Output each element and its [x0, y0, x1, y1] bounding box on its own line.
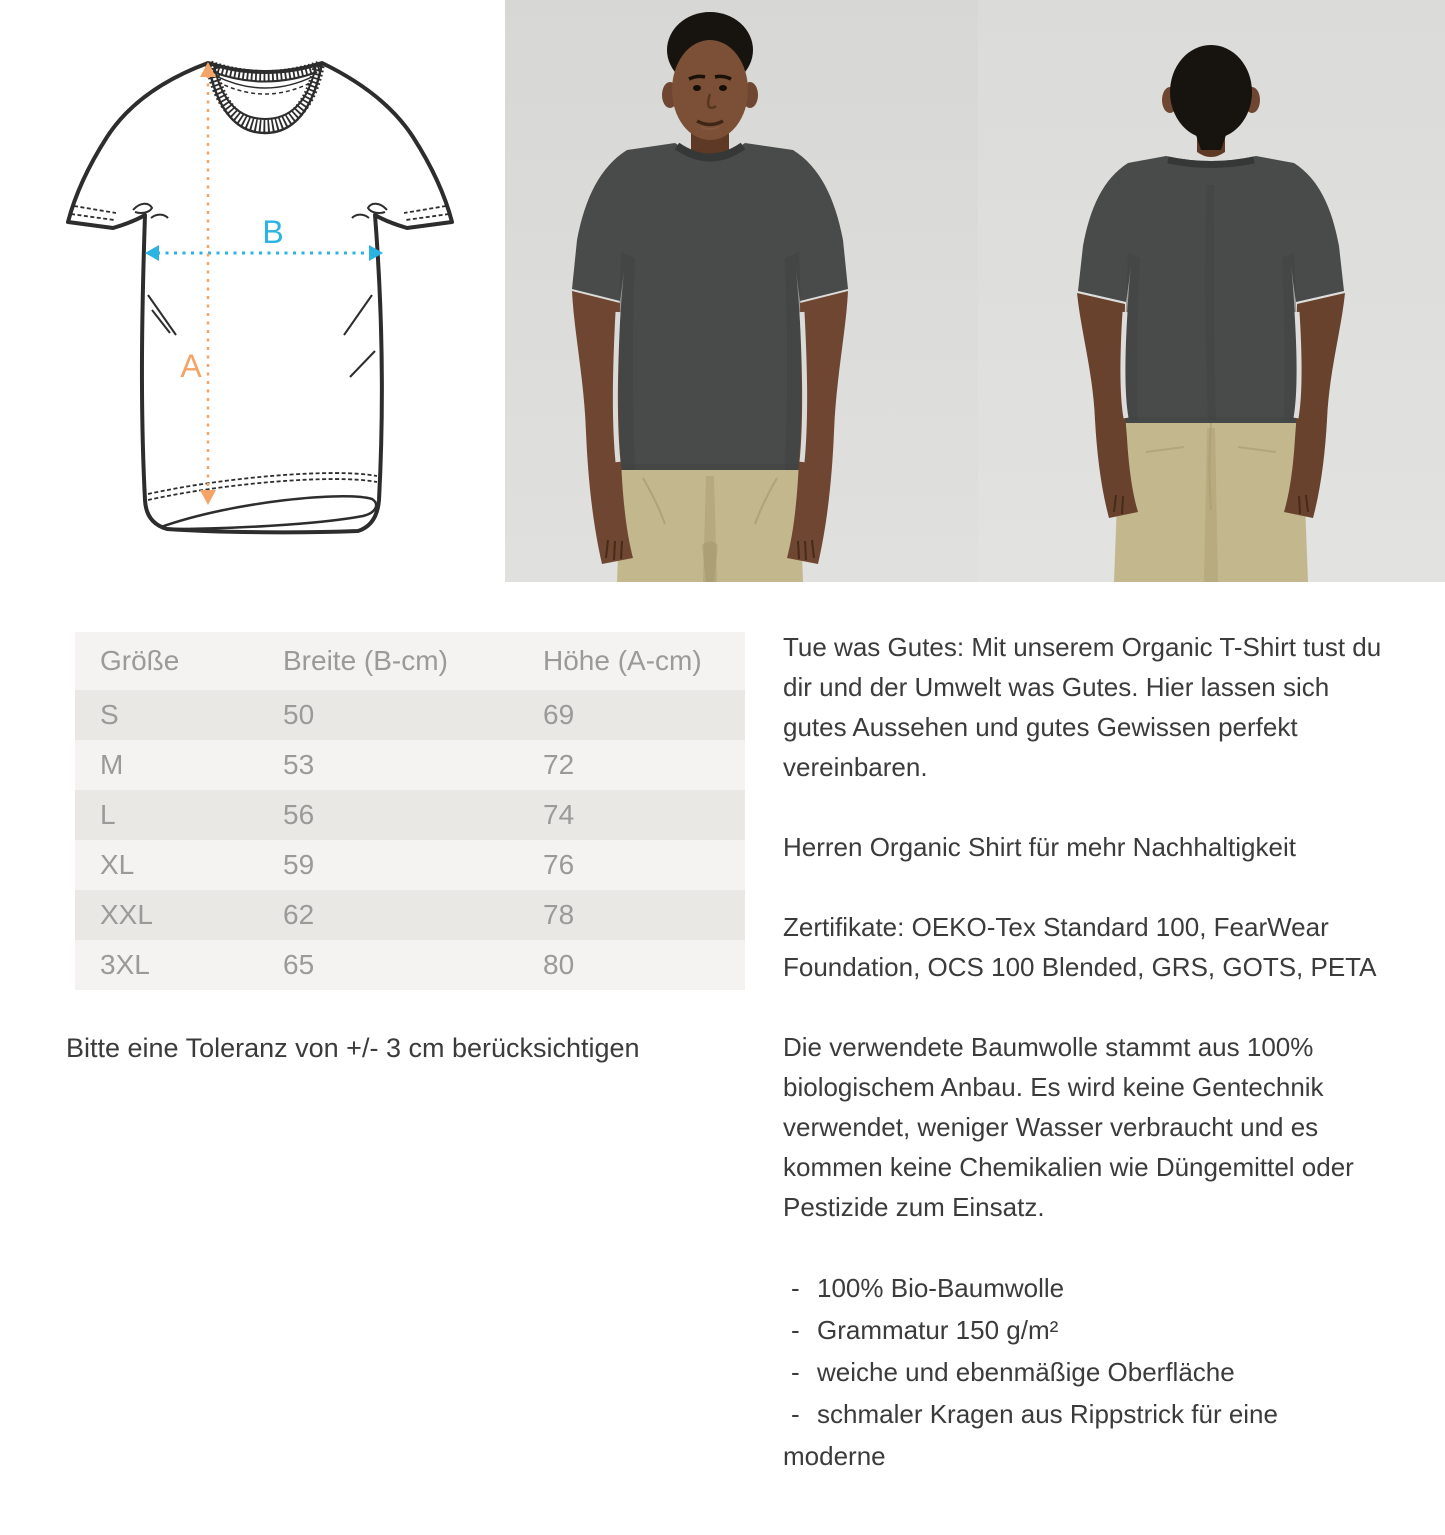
list-item [783, 1351, 1383, 1393]
width-cell: 56 [283, 799, 315, 830]
tolerance-note: Bitte eine Toleranz von +/- 3 cm berücksichtigen [66, 1033, 640, 1063]
description-line-chemicals: Es wird keine Gentechnik verwendet, weniger Wasser verbraucht und es kommen keine Chemikalien wie Düngemittel oder Pestizide zum Einsatz. [783, 1072, 1354, 1222]
bullet-dash: - [791, 1315, 800, 1345]
size-cell: XL [100, 849, 135, 880]
table-row [75, 790, 745, 840]
description-paragraph-certificates: Zertifikate: OEKO-Tex Standard 100, FearWear Foundation, OCS 100 Blended, GRS, GOTS, PETA [783, 912, 1377, 982]
size-cell: XXL [100, 899, 153, 930]
width-cell: 62 [283, 899, 315, 930]
list-item [783, 1267, 1383, 1309]
bullet-dash: - [791, 1273, 800, 1303]
width-cell: 53 [283, 749, 315, 780]
size-table-header-row [75, 632, 745, 690]
height-cell: 78 [543, 899, 575, 930]
table-row [75, 840, 745, 890]
table-row [75, 890, 745, 940]
list-item-label: weiche und ebenmäßige Oberfläche [817, 1357, 1235, 1387]
height-cell: 72 [543, 749, 575, 780]
width-cell: 59 [283, 849, 315, 880]
size-cell: 3XL [100, 949, 150, 980]
width-cell: 65 [283, 949, 315, 980]
size-cell: M [100, 749, 124, 780]
tshirt-measurement-diagram [45, 55, 475, 547]
description-paragraph-sustainability: Herren Organic Shirt für mehr Nachhaltigkeit [783, 832, 1296, 862]
width-cell: 50 [283, 699, 315, 730]
list-item-label: Grammatur 150 g/m² [817, 1315, 1059, 1345]
list-item-label: 100% Bio-Baumwolle [817, 1273, 1065, 1303]
product-description [783, 627, 1383, 1477]
tshirt-line-drawing-icon [45, 55, 475, 547]
feature-list [783, 1267, 1383, 1477]
description-paragraph-cotton [783, 1027, 1383, 1227]
table-row [75, 690, 745, 740]
hair-back [1170, 45, 1252, 139]
column-header-width: Breite (B-cm) [283, 645, 448, 676]
height-cell: 69 [543, 699, 575, 730]
bullet-dash: - [791, 1357, 800, 1387]
height-arrow-label: A [180, 348, 202, 384]
list-item-label: schmaler Kragen aus Rippstrick für eine moderne [783, 1399, 1278, 1471]
model-back-illustration [978, 0, 1445, 582]
height-cell: 80 [543, 949, 575, 980]
size-table [75, 632, 745, 990]
model-photo-back [978, 0, 1445, 582]
model-photo-front [505, 0, 978, 582]
column-header-height: Höhe (A-cm) [543, 645, 702, 676]
height-cell: 74 [543, 799, 575, 830]
table-row [75, 940, 745, 990]
bullet-dash: - [791, 1399, 800, 1429]
list-item [783, 1309, 1383, 1351]
column-header-size: Größe [100, 645, 180, 676]
model-front-illustration [505, 0, 978, 582]
list-item [783, 1393, 1383, 1477]
description-line-cotton: Die verwendete Baumwolle stammt aus 100% biologischem Anbau. [783, 1032, 1314, 1102]
size-cell: S [100, 699, 119, 730]
description-paragraph-intro: Tue was Gutes: Mit unserem Organic T-Shirt tust du dir und der Umwelt was Gutes. Hier lassen sich gutes Aussehen und gutes Gewissen perfekt vereinbaren. [783, 632, 1382, 782]
width-arrow-label: B [262, 214, 284, 250]
height-cell: 76 [543, 849, 575, 880]
table-row [75, 740, 745, 790]
size-cell: L [100, 799, 116, 830]
